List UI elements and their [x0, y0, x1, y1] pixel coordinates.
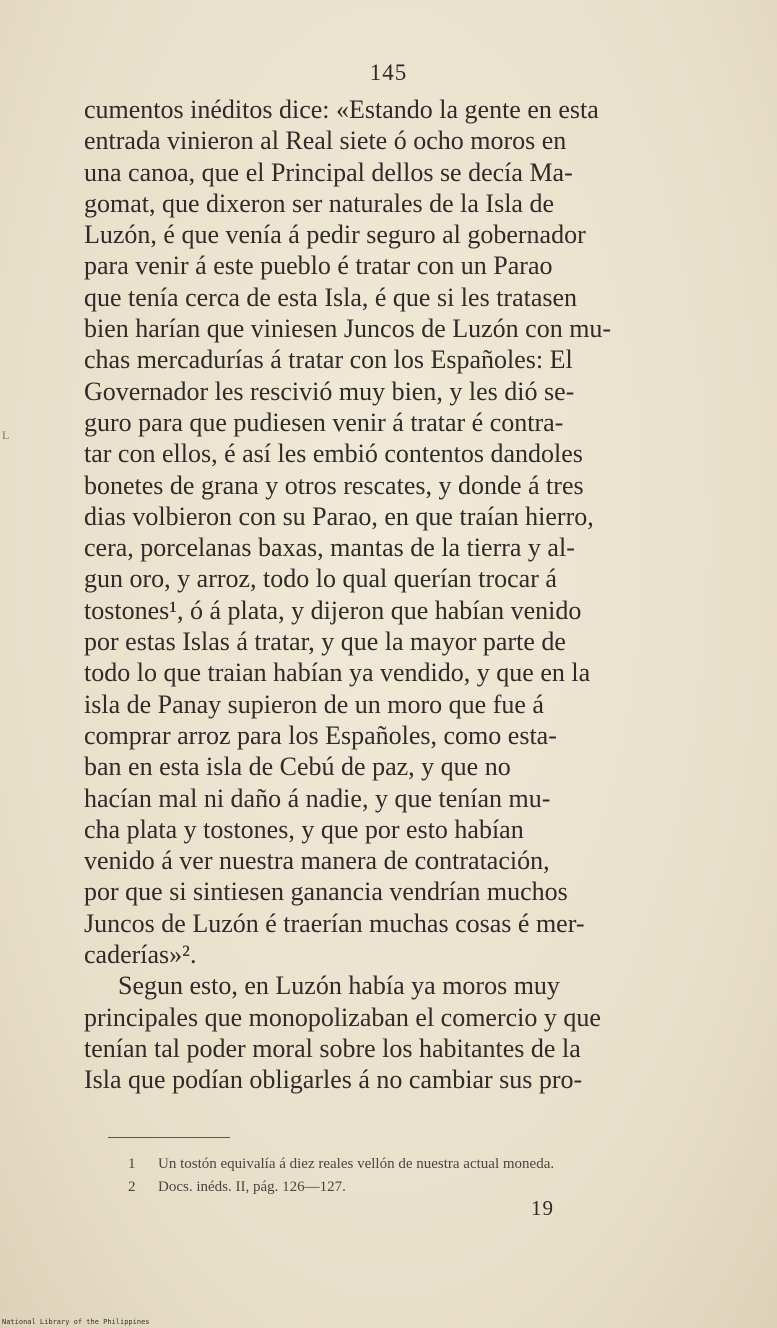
text-line: cera, porcelanas baxas, mantas de la tierra y al-	[84, 533, 575, 563]
body-text	[84, 94, 724, 1096]
text-line: comprar arroz para los Españoles, como esta-	[84, 720, 557, 750]
footnote	[128, 1176, 768, 1199]
margin-mark: L	[2, 428, 10, 442]
text-line: cha plata y tostones, y que por esto habían	[84, 814, 524, 844]
text-line: chas mercadurías á tratar con los Españoles: El	[84, 345, 573, 375]
text-line: isla de Panay supieron de un moro que fue á	[84, 689, 544, 719]
text-line: gomat, que dixeron ser naturales de la Isla de	[84, 188, 554, 218]
text-line: venido á ver nuestra manera de contratación,	[84, 846, 550, 876]
paragraph-start-line: Segun esto, en Luzón había ya moros muy	[118, 971, 560, 1001]
text-line: una canoa, que el Principal dellos se decía Ma-	[84, 157, 573, 187]
text-line: que tenía cerca de esta Isla, é que si les tratasen	[84, 282, 578, 312]
text-line: todo lo que traian habían ya vendido, y que en la	[84, 658, 591, 688]
text-line: gun oro, y arroz, todo lo qual querían trocar á	[84, 564, 557, 594]
text-line: para venir á este pueblo é tratar con un Parao	[84, 251, 553, 281]
text-line: entrada vinieron al Real siete ó ocho moros en	[84, 126, 567, 156]
text-line: guro para que pudiesen venir á tratar é contra-	[84, 407, 564, 437]
signature-mark: 19	[531, 1196, 554, 1220]
text-line: Isla que podían obligarles á no cambiar sus pro-	[84, 1065, 583, 1095]
text-line: por que si sintiesen ganancia vendrían muchos	[84, 877, 568, 907]
text-line: hacían mal ni daño á nadie, y que tenían mu-	[84, 783, 551, 813]
text-line: caderías»².	[84, 940, 197, 970]
text-line: tenían tal poder moral sobre los habitantes de la	[84, 1033, 581, 1063]
footnote-text: Docs. inéds. II, pág. 126—127.	[158, 1179, 346, 1195]
text-line: ban en esta isla de Cebú de paz, y que no	[84, 752, 511, 782]
text-line: dias volbieron con su Parao, en que traían hierro,	[84, 501, 594, 531]
text-line: tar con ellos, é así les embió contentos dandoles	[84, 439, 583, 469]
footnote-divider	[108, 1137, 230, 1138]
footnote-number: 1	[128, 1156, 136, 1172]
text-line: principales que monopolizaban el comercio y que	[84, 1002, 601, 1032]
text-line: Luzón, é que venía á pedir seguro al gobernador	[84, 220, 586, 250]
footnote-number: 2	[128, 1179, 136, 1195]
library-stamp: National Library of the Philippines	[2, 1318, 150, 1326]
footnotes	[128, 1153, 768, 1199]
text-line: cumentos inéditos dice: «Estando la gente en esta	[84, 95, 599, 124]
text-line: Governador les rescivió muy bien, y les dió se-	[84, 376, 575, 406]
text-line: por estas Islas á tratar, y que la mayor parte de	[84, 627, 566, 657]
text-line: bonetes de grana y otros rescates, y donde á tres	[84, 470, 584, 500]
text-line: Juncos de Luzón é traerían muchas cosas é mer-	[84, 908, 585, 938]
footnote	[128, 1153, 768, 1176]
footnote-text: Un tostón equivalía á diez reales vellón de nuestra actual moneda.	[158, 1156, 555, 1172]
text-line: bien harían que viniesen Juncos de Luzón con mu-	[84, 314, 612, 344]
text-line: tostones¹, ó á plata, y dijeron que habían venido	[84, 595, 582, 625]
page-number: 145	[369, 60, 408, 85]
